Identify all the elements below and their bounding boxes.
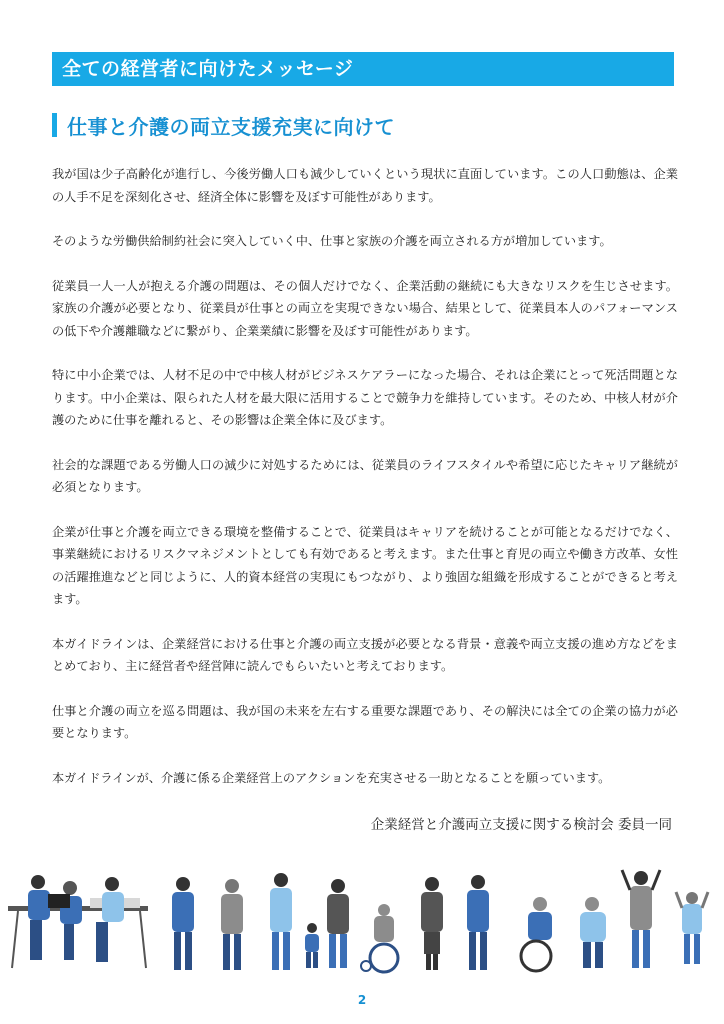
paragraph: 従業員一人一人が抱える介護の問題は、その個人だけでなく、企業活動の継続にも大きなリスクを生じさせます。家族の介護が必要となり、従業員が仕事との両立を実現できない場合、結果として、従業員本人のパフォーマンスの低下や介護離職などに繋がり、企業業績に影響を及ぼす可能性があります。 <box>52 278 678 338</box>
wheelchair-illustration <box>361 904 398 972</box>
business-people-illustration <box>421 875 489 970</box>
page-number: 2 <box>357 993 367 1007</box>
paragraph: 社会的な課題である労働人口の減少に対処するためには、従業員のライフスタイルや希望に応じたキャリア継続が必須となります。 <box>52 457 678 494</box>
elderly-care-illustration <box>521 897 606 971</box>
paragraph: 我が国は少子高齢化が進行し、今後労働人口も減少していくという現状に直面しています。この人口動態は、企業の人手不足を深刻化させ、経済全体に影響を及ぼす可能性があります。 <box>52 167 678 204</box>
paragraph: そのような労働供給制約社会に突入していく中、仕事と家族の介護を両立される方が増加しています。 <box>52 234 612 248</box>
subheading <box>52 111 395 139</box>
paragraph: 本ガイドラインは、企業経営における仕事と介護の両立支援が必要となる背景・意義や両立支援の進め方などをまとめており、主に経営者や経営陣に読んでもらいたいと考えております。 <box>52 636 678 673</box>
cheering-people-illustration <box>622 870 708 968</box>
subheading-title: 仕事と介護の両立支援充実に向けて <box>67 114 395 139</box>
subheading-bar <box>52 113 57 137</box>
people-illustration <box>0 868 724 980</box>
paragraph: 仕事と介護の両立を巡る問題は、我が国の未来を左右する重要な課題であり、その解決には全ての企業の協力が必要となります。 <box>52 703 678 740</box>
signature: 企業経営と介護両立支援に関する検討会 委員一同 <box>370 817 672 833</box>
section-banner <box>52 52 674 86</box>
paragraph: 本ガイドラインが、介護に係る企業経営上のアクションを充実させる一助となることを願っています。 <box>52 770 611 785</box>
standing-people-illustration <box>172 873 349 970</box>
message-body <box>52 163 678 811</box>
meeting-group-illustration <box>8 875 148 968</box>
banner-title: 全ての経営者に向けたメッセージ <box>62 58 354 80</box>
paragraph: 特に中小企業では、人材不足の中で中核人材がビジネスケアラーになった場合、それは企業にとって死活問題となります。中小企業は、限られた人材を最大限に活用することで競争力を維持しています。そのため、中核人材が介護のために仕事を離れると、その影響は企業全体に及びます。 <box>52 368 678 427</box>
paragraph: 企業が仕事と介護を両立できる環境を整備することで、従業員はキャリアを続けることが可能となるだけでなく、事業継続におけるリスクマネジメントとしても有効であると考えます。また仕事と育児の両立や働き方改革、女性の活躍推進などと同じように、人的資本経営の実現にもつながり、より強固な組織を形成することができると考えます。 <box>52 524 678 606</box>
